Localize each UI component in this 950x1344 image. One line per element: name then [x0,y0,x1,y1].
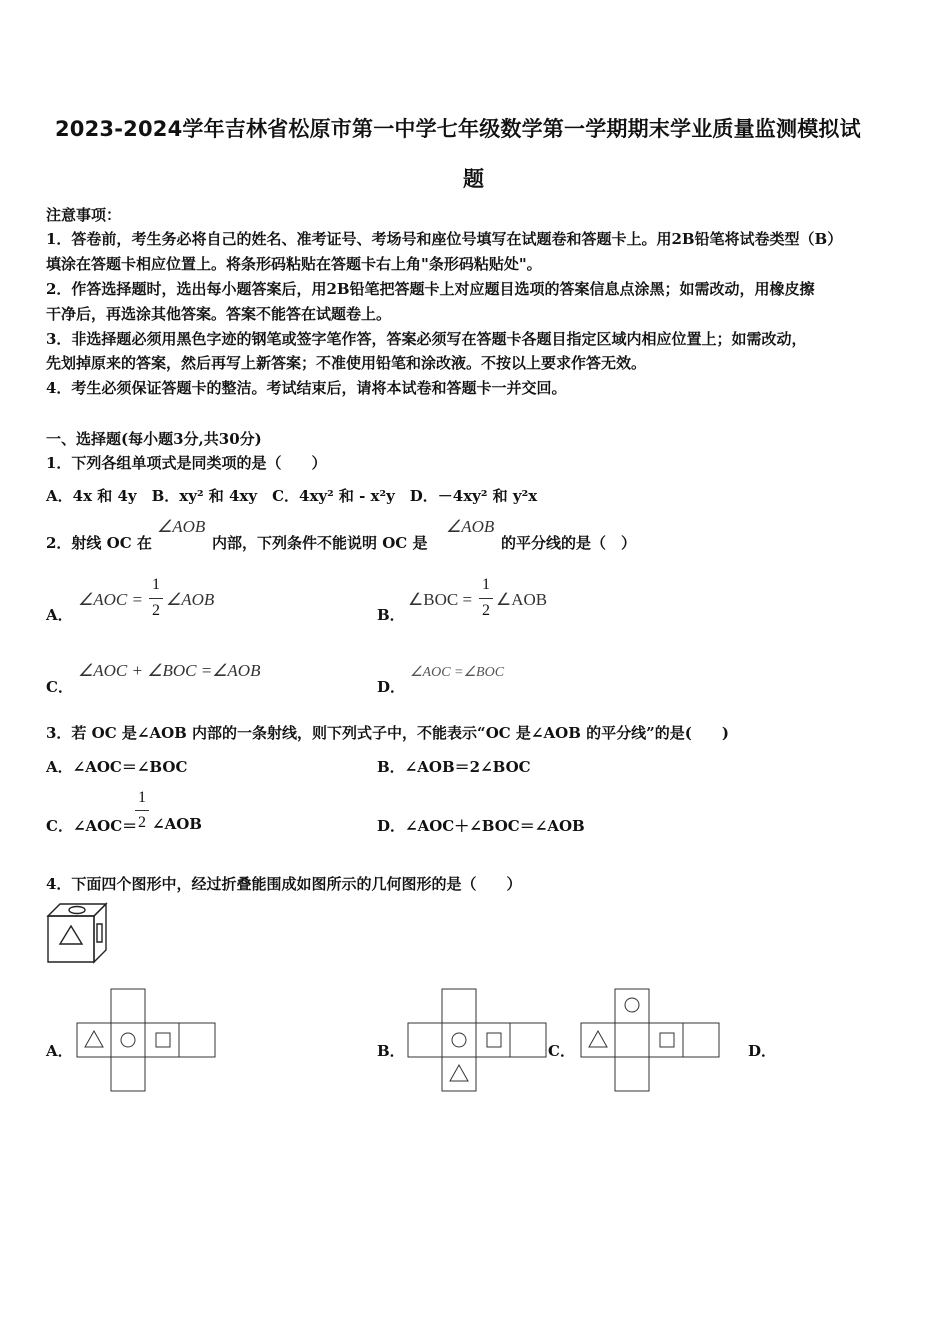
fraction-denominator: 2 [482,602,490,619]
q3-option-d: D．∠AOC＋∠BOC＝∠AOB [377,817,585,835]
q3-option-c-label: C．∠AOC＝ [46,817,138,835]
q3-stem: 3．若 OC 是∠AOB 内部的一条射线，则下列式子中，不能表示“OC 是∠AOB 的平分线”的是( ) [46,724,729,742]
q3-option-b: B．∠AOB＝2∠BOC [377,758,531,776]
triangle-icon [589,1031,607,1047]
notice-heading: 注意事项： [46,206,122,224]
q2-stem-b: 内部，下列条件不能说明 OC 是 [212,534,428,552]
net-figure-a [76,988,218,1092]
q3-option-c-rhs: ∠AOB [152,815,202,833]
q2-option-b-rhs: ∠AOB [496,590,548,609]
q1-stem: 1．下列各组单项式是同类项的是（ ） [46,454,327,472]
fraction-numerator: 1 [482,576,490,593]
page-title-line1: 2023-2024学年吉林省松原市第一中学七年级数学第一学期期末学业质量监测模拟试 [55,117,861,141]
notice-line: 干净后，再选涂其他答案。答案不能答在试题卷上。 [46,305,392,323]
q4-option-b: B． [377,1042,405,1060]
fraction-bar [135,810,149,811]
q2-option-a-label: A． [46,606,73,624]
cube-figure [44,900,110,966]
notice-line: 填涂在答题卡相应位置上。将条形码粘贴在答题卡右上角"条形码粘贴处"。 [46,255,542,273]
triangle-icon [450,1065,468,1081]
square-icon [660,1033,674,1047]
fraction-numerator: 1 [138,789,146,806]
q2-stem-a: 2．射线 OC 在 [46,534,152,552]
q2-option-d-label: D． [377,678,406,696]
q2-option-d: ∠AOC =∠BOC [410,665,505,680]
net-figure-c [580,988,722,1092]
fraction-denominator: 2 [138,814,146,831]
q2-stem-c: 的平分线的是（ ） [501,534,637,552]
fraction-numerator: 1 [152,576,160,593]
fraction-denominator: 2 [152,602,160,619]
q2-option-a-rhs: ∠AOB [166,590,215,609]
q4-stem: 4．下面四个图形中，经过折叠能围成如图所示的几何图形的是（ ） [46,875,522,893]
circle-icon [452,1033,466,1047]
q4-option-a: A． [46,1042,73,1060]
net-figure-b [407,988,549,1092]
square-icon [156,1033,170,1047]
notice-line: 3．非选择题必须用黑色字迹的钢笔或签字笔作答，答案必须写在答题卡各题目指定区域内相应位置上；如需改动， [46,330,807,348]
square-icon [487,1033,501,1047]
q4-option-c: C． [548,1042,575,1060]
q2-option-c: ∠AOC + ∠BOC =∠AOB [78,661,261,680]
page-title-line2: 题 [463,167,485,191]
q4-option-d: D． [748,1042,777,1060]
notice-line: 2．作答选择题时，选出每小题答案后，用2B铅笔把答题卡上对应题目选项的答案信息点涂黑；如需改动，用橡皮擦 [46,280,815,298]
circle-icon [625,998,639,1012]
q2-angle-aob: ∠AOB [446,517,495,536]
q2-angle-aob: ∠AOB [157,517,206,536]
notice-line: 先划掉原来的答案，然后再写上新答案；不准使用铅笔和涂改液。不按以上要求作答无效。 [46,354,647,372]
section-heading: 一、选择题(每小题3分,共30分) [46,430,262,448]
q2-option-c-label: C． [46,678,73,696]
fraction-bar [149,598,163,599]
q2-option-a-lhs: ∠AOC = [78,590,143,609]
square-icon [97,924,102,942]
cube-top-face [48,904,106,916]
circle-icon [121,1033,135,1047]
cube-side-face [94,904,106,962]
fraction-bar [479,598,493,599]
notice-line: 1．答卷前，考生务必将自己的姓名、准考证号、考场号和座位号填写在试题卷和答题卡上。用2B铅笔将试卷类型（B） [46,230,843,248]
q1-options: A．4x 和 4y B．xy² 和 4xy C．4xy² 和 - x²y D．－4xy² 和 y²x [46,487,538,505]
circle-icon [69,907,85,914]
triangle-icon [85,1031,103,1047]
q2-option-b-lhs: ∠BOC = [408,590,473,609]
triangle-icon [60,926,82,944]
cube-front-face [48,916,94,962]
notice-line: 4．考生必须保证答题卡的整洁。考试结束后，请将本试卷和答题卡一并交回。 [46,379,567,397]
q3-option-a: A．∠AOC＝∠BOC [46,758,188,776]
q2-option-b-label: B． [377,606,405,624]
